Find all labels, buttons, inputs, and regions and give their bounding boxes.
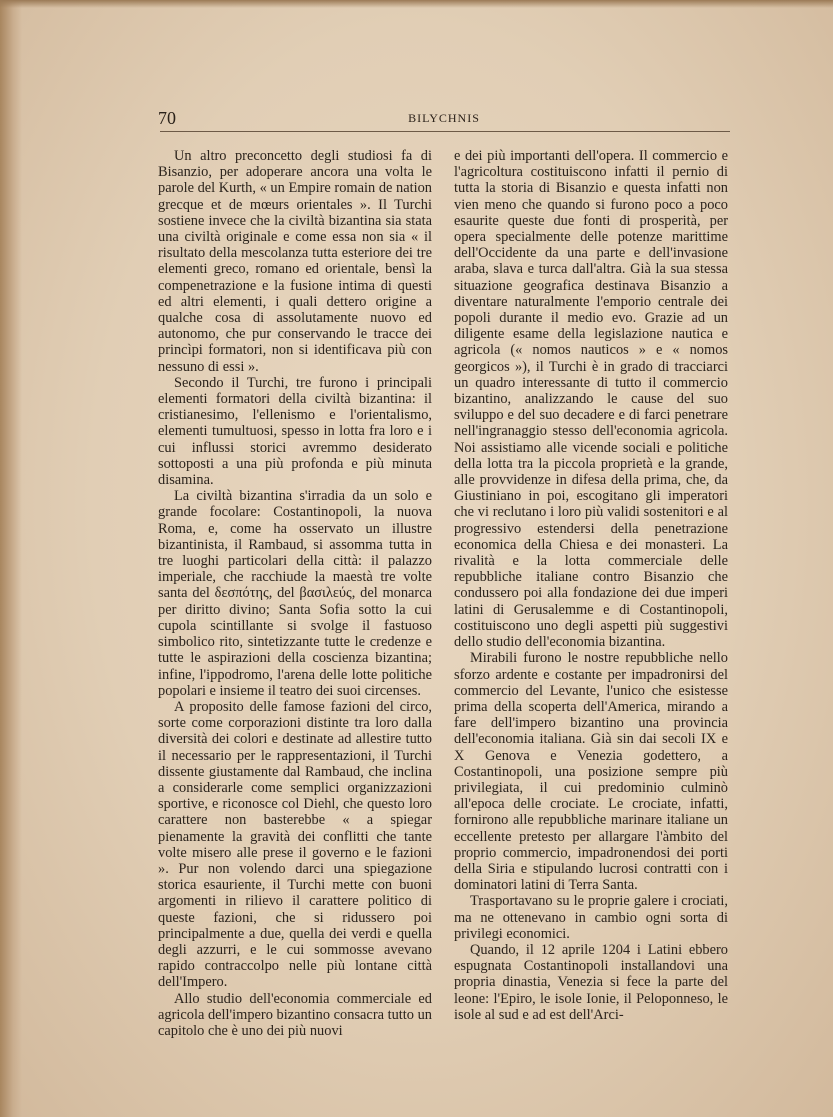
paragraph: Allo studio dell'economia commerciale ed agricola dell'impero bizantino consacra tutto un capitolo che è uno dei più nuovi bbox=[158, 990, 432, 1039]
paragraph: Secondo il Turchi, tre furono i principali elementi formatori della civiltà bizantina: il cristianesimo, l'ellenismo e l'orientalismo, elementi tumultuosi, spesso in lotta fra loro e i cui influssi storici avremmo desiderato sottoposti a una più profonda e più minuta disamina. bbox=[158, 374, 432, 489]
page-number: 70 bbox=[158, 108, 176, 128]
paragraph: Quando, il 12 aprile 1204 i Latini ebbero espugnata Costantinopoli installandovi una propria dinastia, Venezia si fece la parte del leone: l'Epiro, le isole Ionie, il Peloponneso, le isole al sud e ad est dell'Arci- bbox=[454, 941, 728, 1023]
paragraph: e dei più importanti dell'opera. Il commercio e l'agricoltura costituiscono infatti il pernio di tutta la storia di Bisanzio e questa infatti non vien meno che quando si furono poco a poco esaurite queste due fonti di prosperità, per opera specialmente delle potenze marittime dell'Occidente da una parte e dell'invasione araba, slava e turca dall'altra. Già la sua stessa situazione geografica destinava Bisanzio a diventare naturalmente l'emporio centrale dei popoli durante il medio evo. Grazie ad un diligente esame della legislazione nautica e agricola (« nomos nauticos » e « nomos georgicos »), il Turchi è in grado di tracciarci un quadro interessante di tutto il commercio bizantino, analizzando le cause del suo sviluppo e del suo decadere e di farci penetrare nell'ingranaggio stesso dell'economia agricola. Noi assistiamo alle vicende sociali e politiche della lotta tra la piccola proprietà e la grande, alle provvidenze in difesa della prima, che, da Giustiniano in poi, escogitano gli imperatori che vi reclutano i loro più validi sostenitori e al progressivo estendersi della penetrazione economica della Chiesa e dei monasteri. La rivalità e la lotta commerciale delle repubbliche italiane contro Bisanzio che condussero poi alla fondazione dei due imperi latini di Gerusalemme e di Costantinopoli, costituiscono uno degli aspetti più suggestivi dello studio dell'economia bizantina. bbox=[454, 148, 728, 651]
paragraph: La civiltà bizantina s'irradia da un solo e grande focolare: Costantinopoli, la nuova Roma, e, come ha osservato un illustre bizantinista, il Rambaud, si assomma tutta in tre luoghi particolari della città: il palazzo imperiale, che racchiude la maestà tre volte santa del δεσπότης, del βασιλεύς, del monarca per diritto divino; Santa Sofia sotto la cui cupola scintillante si svolge il fastuoso simbolico rito, sintetizzante tutte le credenze e tutte le aspirazioni della coscienza bizantina; infine, l'ippodromo, l'arena delle lotte politiche popolari e insieme il teatro dei suoi circenses. bbox=[158, 488, 432, 699]
paragraph: Un altro preconcetto degli studiosi fa di Bisanzio, per adoperare ancora una volta le parole del Kurth, « un Empire romain de nation grecque et de mœurs orientales ». Il Turchi sostiene invece che la civiltà bizantina sia stata una civiltà originale e come essa non sia « il risultato della mescolanza tutta esteriore dei tre elementi greco, romano ed orientale, bensì la compenetrazione e la fusione intima di questi ed altri elementi, i quali dettero origine a qualche cosa di assolutamente nuovo ed autonomo, che pur conservando le tracce dei princìpi formatori, non si identificava più con nessuno di essi ». bbox=[158, 148, 432, 375]
page-spine-shadow bbox=[0, 0, 22, 1117]
paragraph: A proposito delle famose fazioni del circo, sorte come corporazioni distinte tra loro dalla diversità dei colori e destinate ad allestire tutto il necessario per le rappresentazioni, il Turchi dissente giustamente dal Rambaud, che inclina a considerarle come semplici organizzazioni sportive, e riconosce col Diehl, che questo loro carattere non basterebbe « a spiegar pienamente la gravità dei conflitti che tante volte misero alle prese il governo e le fazioni ». Pur non volendo darci una spiegazione storica esauriente, il Turchi mette con buoni argomenti in rilievo il carattere politico di queste fazioni, che si ridussero poi principalmente a due, quella dei verdi e quella degli azzurri, e le cui sommosse avevano rapido contraccolpo nelle più lontane città dell'Impero. bbox=[158, 698, 432, 991]
page-header bbox=[158, 108, 730, 130]
page-top-shadow bbox=[0, 0, 833, 8]
paragraph: Mirabili furono le nostre repubbliche nello sforzo ardente e costante per impadronirsi del commercio del Levante, l'unico che esistesse prima della scoperta dell'America, mirando a fare dell'impero bizantino una provincia dell'economia italiana. Già sin dai secoli IX e X Genova e Venezia godettero, a Costantinopoli, una posizione sempre più privilegiata, il cui predominio culminò all'epoca delle crociate. Le crociate, infatti, fornirono alle repubbliche marinare italiane un eccellente pretesto per allargare l'àmbito del proprio commercio, impadronendosi dei porti della Siria e stipulando lucrosi contratti con i dominatori latini di Terra Santa. bbox=[454, 650, 728, 894]
left-column bbox=[158, 148, 432, 1039]
header-rule bbox=[160, 131, 730, 132]
right-column bbox=[454, 148, 728, 1023]
paragraph: Trasportavano su le proprie galere i crociati, ma ne ottenevano in cambio ogni sorta di privilegi economici. bbox=[454, 893, 728, 942]
running-title: BILYCHNIS bbox=[408, 111, 480, 125]
